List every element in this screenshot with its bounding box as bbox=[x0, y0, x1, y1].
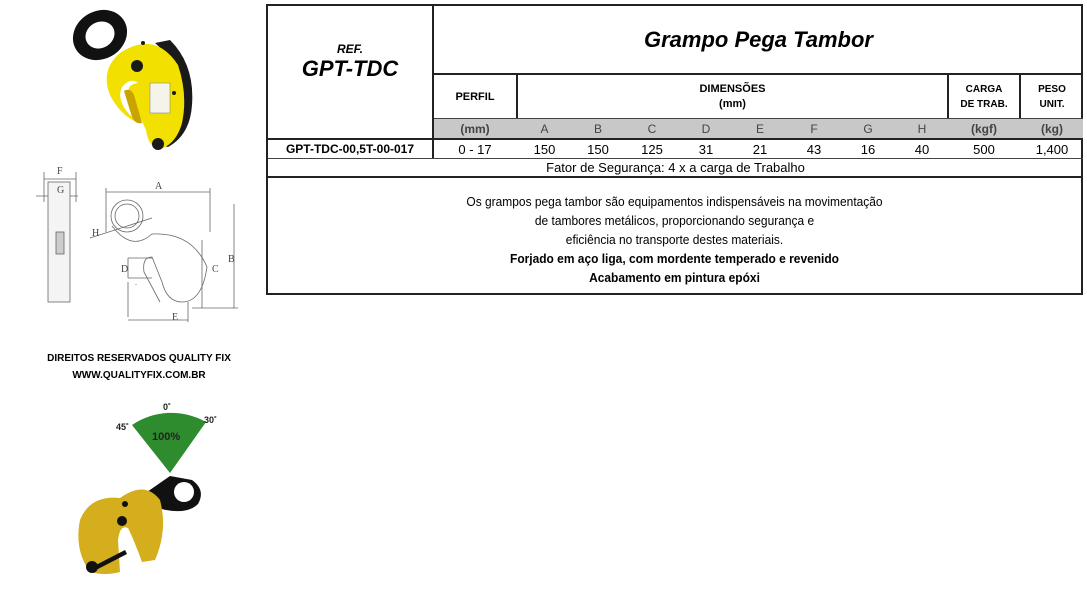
description-line-5: Acabamento em pintura epóxi bbox=[589, 270, 760, 285]
unit-perfil: (mm) bbox=[460, 121, 490, 136]
header-carga-line1: CARGA bbox=[965, 84, 1003, 95]
label-g: G bbox=[57, 185, 65, 196]
header-peso-line1: PESO bbox=[1038, 84, 1066, 95]
ref-code: GPT-TDC bbox=[301, 56, 399, 81]
clamp-photo bbox=[60, 5, 200, 155]
unit-f: F bbox=[810, 121, 818, 136]
angle-0-label: 0˚ bbox=[163, 402, 172, 412]
header-dimensoes-line1: DIMENSÕES bbox=[699, 83, 766, 95]
label-f: F bbox=[57, 166, 63, 177]
value-carga: 500 bbox=[973, 141, 995, 157]
label-c: C bbox=[212, 264, 219, 275]
product-code: GPT-TDC-00,5T-00-017 bbox=[285, 142, 415, 156]
value-peso: 1,400 bbox=[1035, 141, 1069, 157]
description-line-2: de tambores metálicos, proporcionando segurança e bbox=[534, 213, 815, 228]
header-perfil: PERFIL bbox=[455, 91, 495, 103]
value-g: 16 bbox=[860, 141, 876, 157]
dimension-diagram bbox=[32, 162, 244, 328]
unit-kg: (kg) bbox=[1041, 121, 1063, 136]
label-e: E bbox=[172, 312, 179, 323]
copyright-text: DIREITOS RESERVADOS QUALITY FIX bbox=[47, 353, 231, 364]
safety-factor: Fator de Segurança: 4 x a carga de Trabalho bbox=[546, 160, 805, 175]
capacity-percent-label: 100% bbox=[152, 431, 181, 443]
description-line-3: eficiência no transporte destes materiais. bbox=[565, 232, 784, 247]
spec-table bbox=[266, 4, 1083, 295]
label-b: B bbox=[228, 254, 235, 265]
header-dimensoes bbox=[518, 75, 947, 119]
angle-45-label: 45˚ bbox=[116, 422, 130, 432]
value-h: 40 bbox=[914, 141, 930, 157]
unit-b: B bbox=[593, 121, 602, 136]
header-carga-line2: DE TRAB. bbox=[960, 99, 1008, 110]
description bbox=[301, 192, 1049, 287]
unit-d: D bbox=[701, 121, 711, 136]
value-e: 21 bbox=[752, 141, 768, 157]
angle-30-label: 30˚ bbox=[204, 415, 218, 425]
angle-diagram bbox=[70, 400, 230, 580]
ref-label: REF. bbox=[336, 42, 363, 56]
unit-kgf: (kgf) bbox=[971, 121, 997, 136]
header-dimensoes-line2: (mm) bbox=[719, 98, 746, 110]
unit-g: G bbox=[863, 121, 873, 136]
value-perfil: 0 - 17 bbox=[458, 141, 492, 157]
unit-h: H bbox=[917, 121, 927, 136]
unit-e: E bbox=[755, 121, 764, 136]
left-panel bbox=[0, 0, 262, 592]
label-d: D bbox=[121, 264, 129, 275]
website-text: WWW.QUALITYFIX.COM.BR bbox=[72, 370, 206, 381]
description-line-4: Forjado em aço liga, com mordente temperado e revenido bbox=[510, 251, 839, 266]
label-h: H bbox=[92, 228, 100, 239]
header-carga bbox=[949, 75, 1019, 119]
ref-block bbox=[268, 6, 432, 138]
value-a: 150 bbox=[533, 141, 556, 157]
unit-a: A bbox=[540, 121, 549, 136]
value-f: 43 bbox=[806, 141, 822, 157]
value-b: 150 bbox=[587, 141, 609, 157]
header-peso-line2: UNIT. bbox=[1039, 99, 1065, 110]
unit-c: C bbox=[647, 121, 657, 136]
description-line-1: Os grampos pega tambor são equipamentos indispensáveis na movimentação bbox=[466, 194, 883, 209]
label-a: A bbox=[155, 181, 163, 192]
product-title: Grampo Pega Tambor bbox=[643, 26, 873, 52]
header-peso bbox=[1021, 75, 1083, 119]
value-c: 125 bbox=[641, 141, 663, 157]
value-d: 31 bbox=[698, 141, 714, 157]
